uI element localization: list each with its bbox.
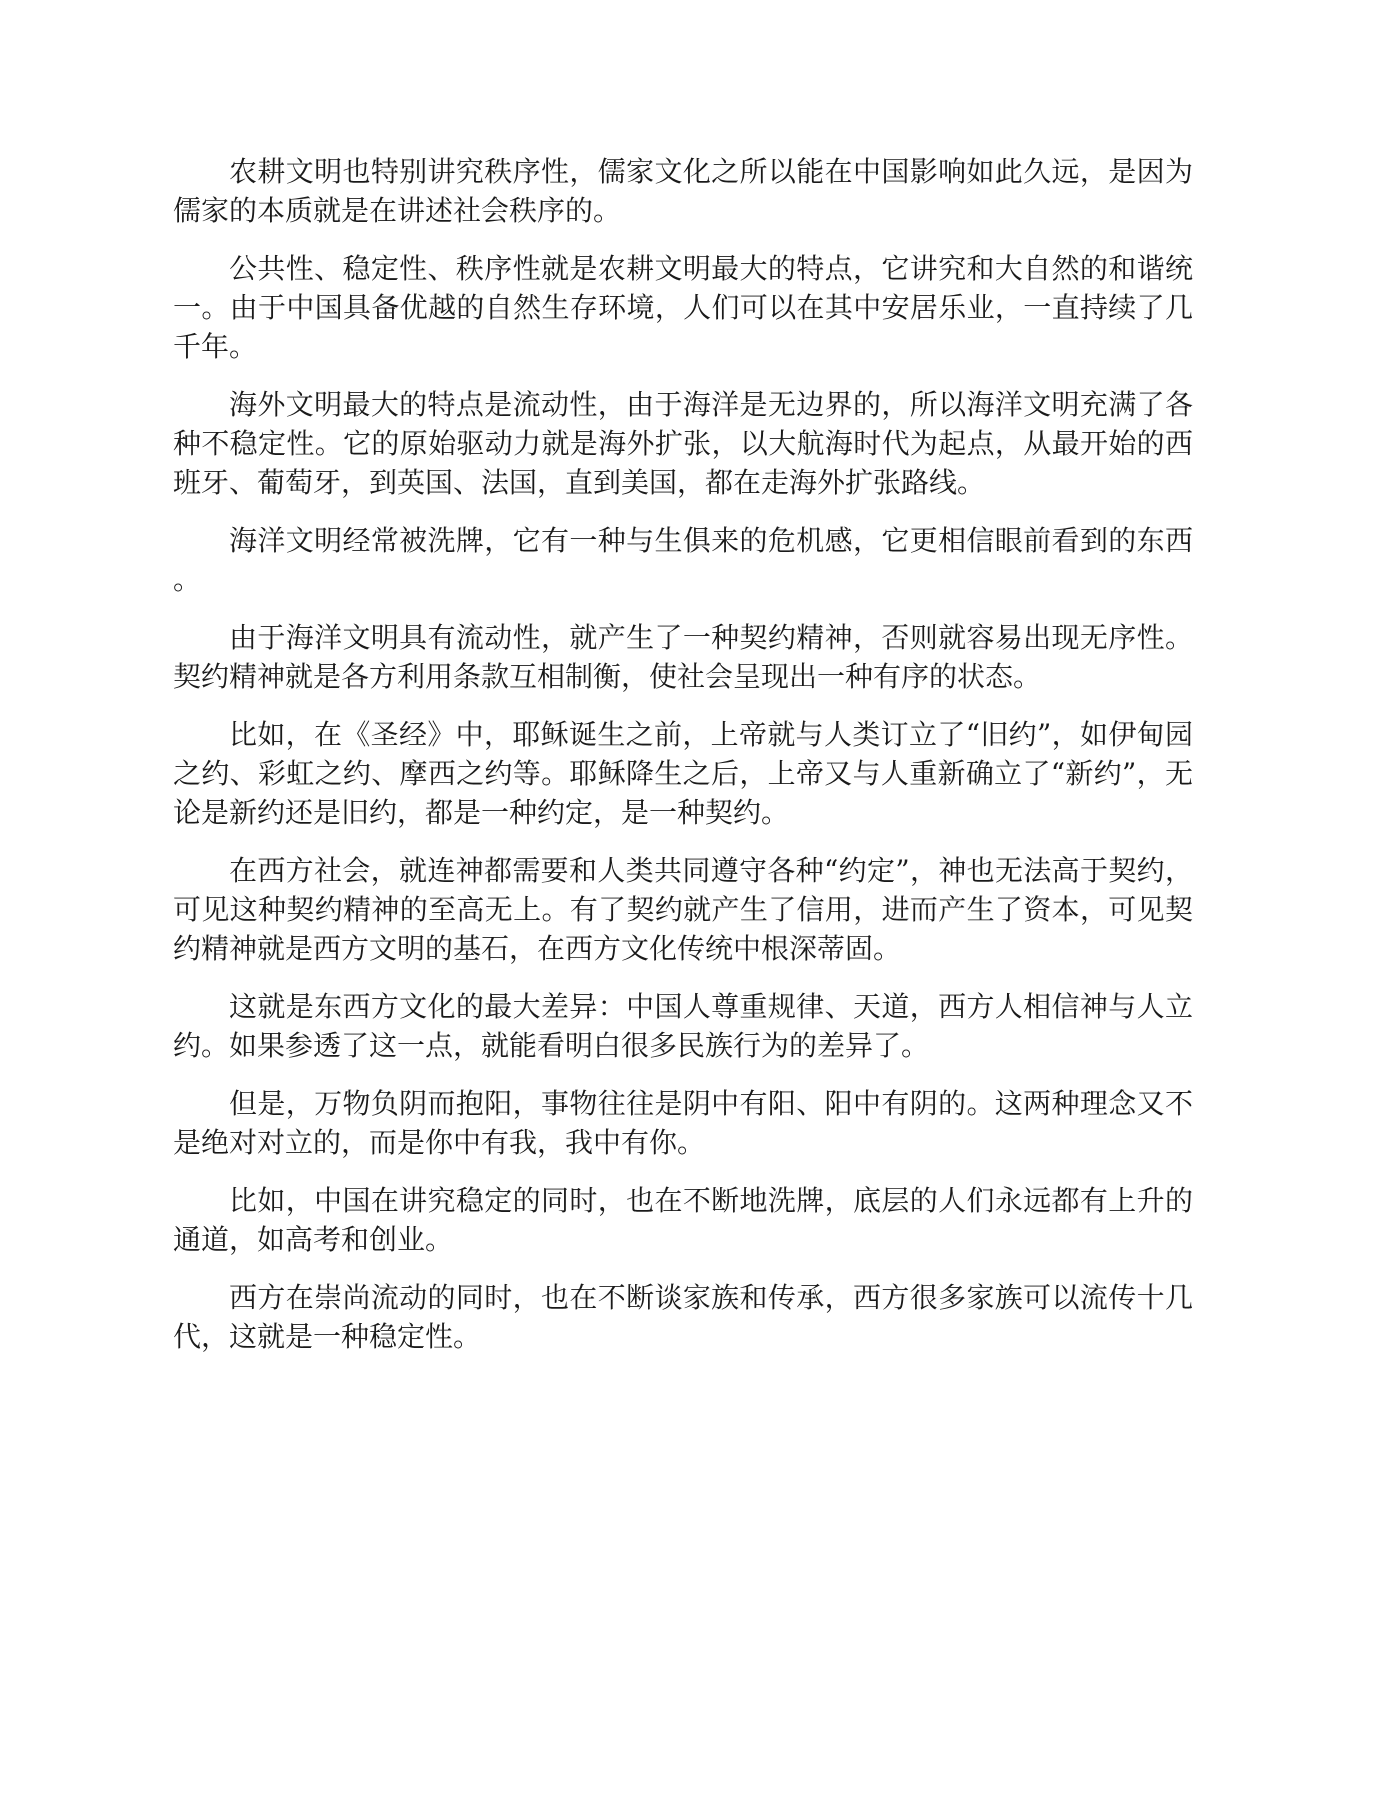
document-body bbox=[173, 152, 1193, 1375]
paragraph-8: 这就是东西方文化的最大差异：中国人尊重规律、天道，西方人相信神与人立约。如果参透了这一点，就能看明白很多民族行为的差异了。 bbox=[173, 990, 1193, 1062]
paragraph-2: 公共性、稳定性、秩序性就是农耕文明最大的特点，它讲究和大自然的和谐统一。由于中国具备优越的自然生存环境，人们可以在其中安居乐业，一直持续了几千年。 bbox=[173, 252, 1193, 363]
paragraph-9: 但是，万物负阴而抱阳，事物往往是阴中有阳、阳中有阴的。这两种理念又不是绝对对立的，而是你中有我，我中有你。 bbox=[173, 1087, 1193, 1159]
paragraph-7: 在西方社会，就连神都需要和人类共同遵守各种“约定”，神也无法高于契约，可见这种契约精神的至高无上。有了契约就产生了信用，进而产生了资本，可见契约精神就是西方文明的基石，在西方文化传统中根深蒂固。 bbox=[173, 854, 1193, 965]
paragraph-3: 海外文明最大的特点是流动性，由于海洋是无边界的，所以海洋文明充满了各种不稳定性。它的原始驱动力就是海外扩张，以大航海时代为起点，从最开始的西班牙、葡萄牙，到英国、法国，直到美国，都在走海外扩张路线。 bbox=[173, 388, 1193, 499]
paragraph-1: 农耕文明也特别讲究秩序性，儒家文化之所以能在中国影响如此久远，是因为儒家的本质就是在讲述社会秩序的。 bbox=[173, 155, 1193, 227]
paragraph-6: 比如，在《圣经》中，耶稣诞生之前，上帝就与人类订立了“旧约”，如伊甸园之约、彩虹之约、摩西之约等。耶稣降生之后，上帝又与人重新确立了“新约”，无论是新约还是旧约，都是一种约定，是一种契约。 bbox=[173, 718, 1193, 829]
paragraph-10: 比如，中国在讲究稳定的同时，也在不断地洗牌，底层的人们永远都有上升的通道，如高考和创业。 bbox=[173, 1184, 1193, 1256]
paragraph-11: 西方在崇尚流动的同时，也在不断谈家族和传承，西方很多家族可以流传十几代，这就是一种稳定性。 bbox=[173, 1281, 1193, 1353]
paragraph-5: 由于海洋文明具有流动性，就产生了一种契约精神，否则就容易出现无序性。契约精神就是各方利用条款互相制衡，使社会呈现出一种有序的状态。 bbox=[173, 621, 1193, 693]
paragraph-4: 海洋文明经常被洗牌，它有一种与生俱来的危机感，它更相信眼前看到的东西。 bbox=[173, 524, 1193, 596]
